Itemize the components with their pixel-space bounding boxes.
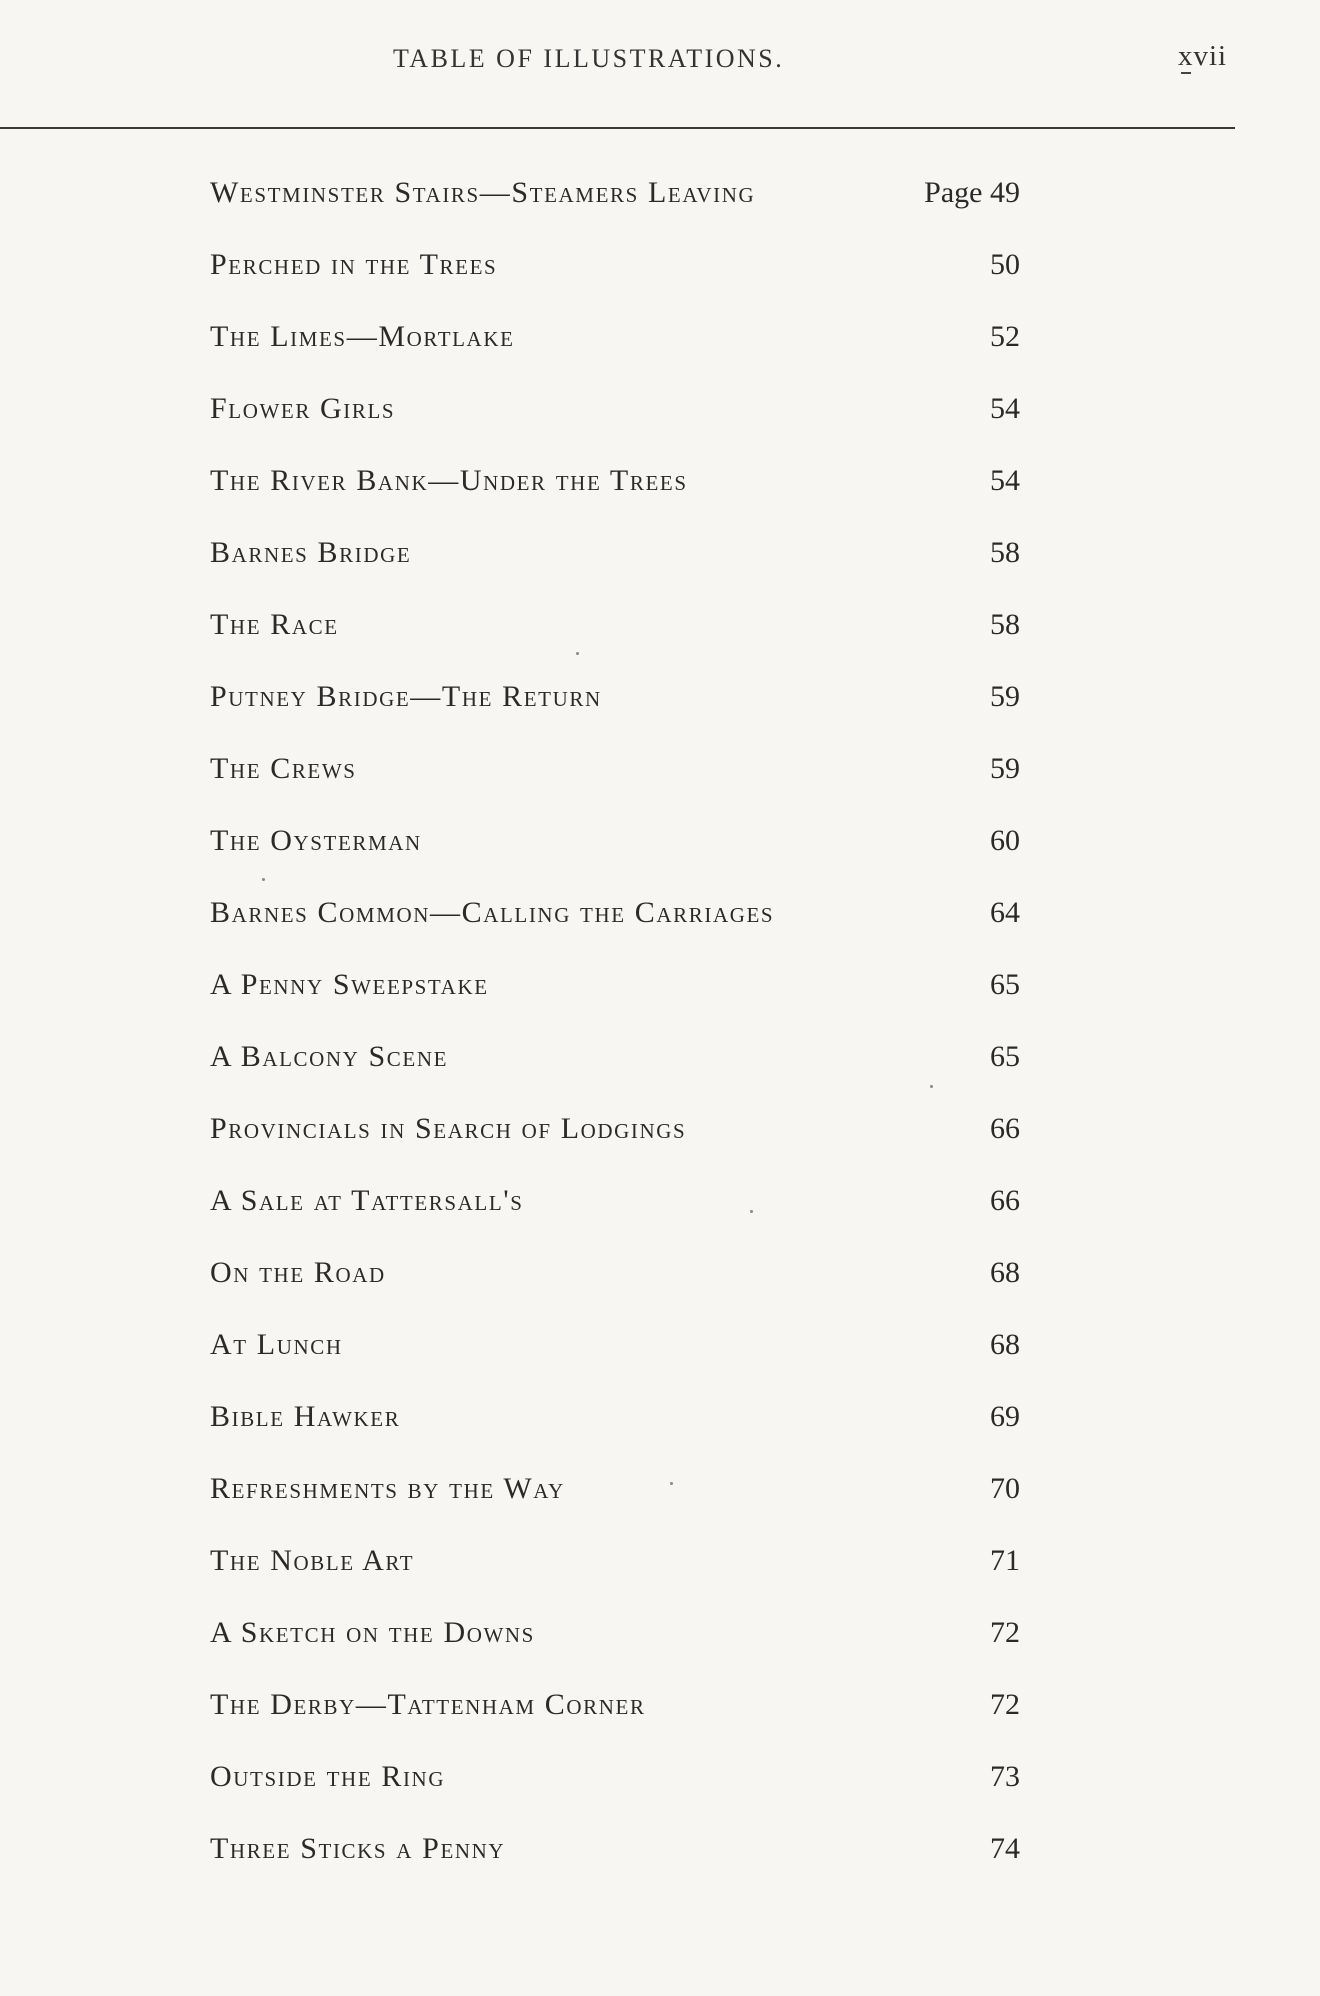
entry-title: Refreshments by the Way (210, 1472, 565, 1505)
entry-page: 72 (990, 1688, 1020, 1721)
entry-page: 59 (990, 680, 1020, 713)
list-item (210, 1612, 1020, 1684)
entry-page: 73 (990, 1760, 1020, 1793)
entry-page: 50 (990, 248, 1020, 281)
entry-title: The Derby—Tattenham Corner (210, 1688, 646, 1721)
list-item (210, 676, 1020, 748)
list-item (210, 172, 1020, 244)
entry-page: 59 (990, 752, 1020, 785)
entry-title: The Oysterman (210, 824, 422, 857)
entry-title: Provincials in Search of Lodgings (210, 1112, 687, 1145)
paper-speck (670, 1482, 673, 1485)
paper-speck (576, 652, 579, 655)
entry-title: Outside the Ring (210, 1760, 446, 1793)
list-item (210, 460, 1020, 532)
list-item (210, 604, 1020, 676)
entry-page: Page 49 (924, 176, 1020, 209)
entry-title: Perched in the Trees (210, 248, 498, 281)
entry-title: A Sketch on the Downs (210, 1616, 535, 1649)
page-number: xvii (1178, 40, 1228, 72)
entry-title: The River Bank—Under the Trees (210, 464, 688, 497)
list-item (210, 1756, 1020, 1828)
entry-title: Barnes Bridge (210, 536, 412, 569)
entry-page: 70 (990, 1472, 1020, 1505)
running-title: TABLE OF ILLUSTRATIONS. (393, 44, 785, 73)
entry-page: 54 (990, 392, 1020, 425)
list-item (210, 1180, 1020, 1252)
entry-page: 64 (990, 896, 1020, 929)
entry-page: 69 (990, 1400, 1020, 1433)
entry-page: 54 (990, 464, 1020, 497)
entry-page: 65 (990, 968, 1020, 1001)
entry-title: A Balcony Scene (210, 1040, 449, 1073)
list-item (210, 1396, 1020, 1468)
entry-title: On the Road (210, 1256, 386, 1289)
list-item (210, 388, 1020, 460)
entry-page: 74 (990, 1832, 1020, 1865)
entry-page: 52 (990, 320, 1020, 353)
list-item (210, 1684, 1020, 1756)
running-head (0, 40, 1320, 84)
entry-title: Bible Hawker (210, 1400, 401, 1433)
list-item (210, 316, 1020, 388)
list-item (210, 1828, 1020, 1900)
entry-page: 65 (990, 1040, 1020, 1073)
list-item (210, 964, 1020, 1036)
list-item (210, 1252, 1020, 1324)
entry-title: Three Sticks a Penny (210, 1832, 506, 1865)
paper-speck (750, 1210, 753, 1213)
entry-title: The Limes—Mortlake (210, 320, 515, 353)
list-item (210, 892, 1020, 964)
paper-speck (930, 1085, 933, 1088)
entry-page: 60 (990, 824, 1020, 857)
entry-page: 68 (990, 1256, 1020, 1289)
entry-title: The Race (210, 608, 339, 641)
list-item (210, 1468, 1020, 1540)
paper-speck (262, 878, 265, 881)
header-rule (0, 127, 1235, 129)
entry-page: 72 (990, 1616, 1020, 1649)
illustrations-list (210, 172, 1020, 1900)
entry-title: Putney Bridge—The Return (210, 680, 602, 713)
entry-page: 58 (990, 608, 1020, 641)
list-item (210, 1036, 1020, 1108)
entry-title: The Noble Art (210, 1544, 415, 1577)
list-item (210, 1540, 1020, 1612)
entry-page: 58 (990, 536, 1020, 569)
entry-title: Westminster Stairs—Steamers Leaving (210, 176, 756, 209)
entry-page: 66 (990, 1184, 1020, 1217)
entry-page: 71 (990, 1544, 1020, 1577)
list-item (210, 820, 1020, 892)
entry-title: Barnes Common—Calling the Carriages (210, 896, 775, 929)
list-item (210, 244, 1020, 316)
entry-page: 66 (990, 1112, 1020, 1145)
list-item (210, 1324, 1020, 1396)
entry-title: A Penny Sweepstake (210, 968, 489, 1001)
entry-title: The Crews (210, 752, 357, 785)
list-item (210, 1108, 1020, 1180)
list-item (210, 748, 1020, 820)
entry-page: 68 (990, 1328, 1020, 1361)
list-item (210, 532, 1020, 604)
entry-title: At Lunch (210, 1328, 343, 1361)
entry-title: A Sale at Tattersall's (210, 1184, 524, 1217)
entry-title: Flower Girls (210, 392, 396, 425)
